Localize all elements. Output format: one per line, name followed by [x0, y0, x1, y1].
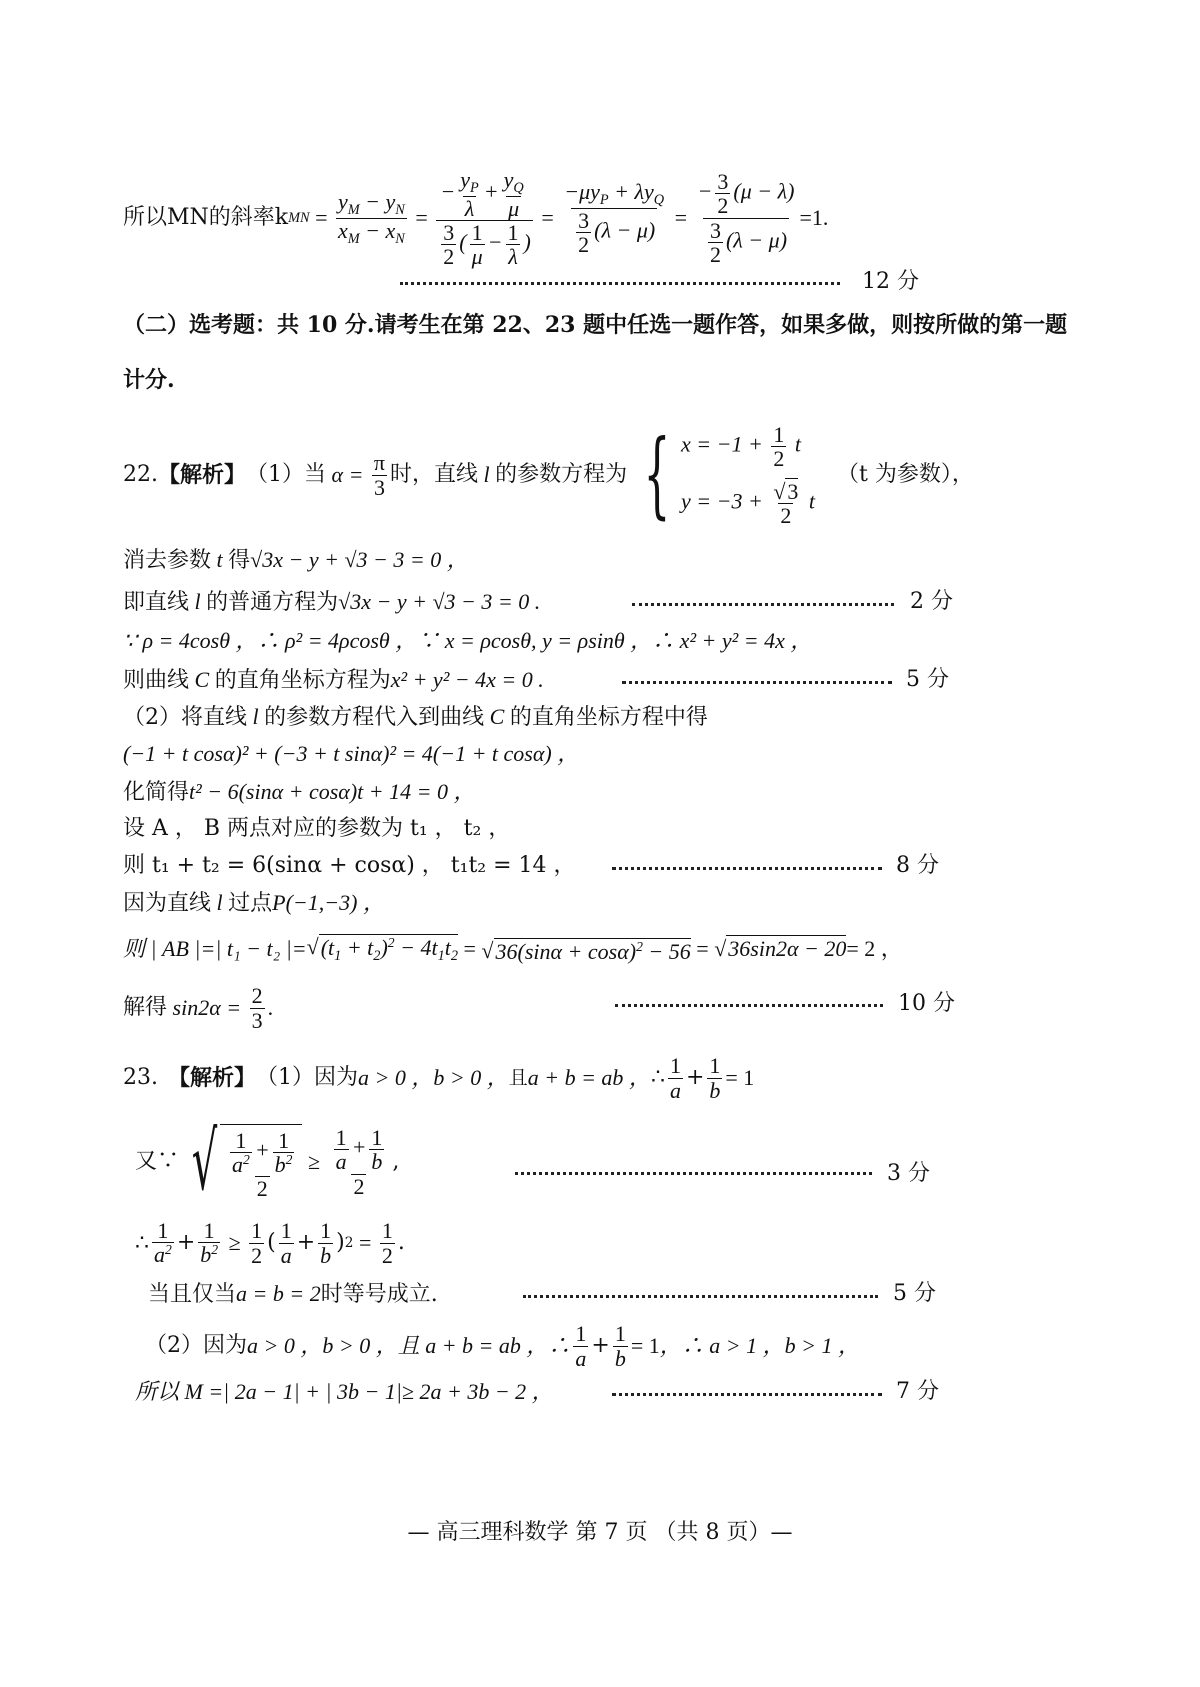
q22-tag: 【解析】 — [158, 462, 247, 488]
q22-vieta: 则 t₁ + t₂ = 6(sinα + cosα) ， t₁t₂ = 14 ， — [123, 853, 576, 878]
q22-general-eq: √3x − y + √3 − 3 = 0 . — [338, 589, 541, 614]
score-7: 7 分 — [896, 1379, 939, 1404]
q22-eliminate-label: 消去参数 — [123, 548, 212, 573]
q22-rect-line: 则曲线 C 的直角坐标方程为x² + y² − 4x = 0 . — [123, 667, 544, 693]
q22-ab-prefix: 则 | AB |=| t₁ − t₂ |= — [123, 936, 307, 961]
score-8: 8 分 — [896, 853, 939, 878]
q23-part2-intro: （2）因为 — [145, 1333, 247, 1358]
section-two-heading-cont: 计分. — [123, 367, 175, 393]
q23-part2-cond: a > 0 ，b > 0 ，且 a + b = ab ，∴ — [247, 1333, 571, 1358]
q23-number: 23. — [123, 1065, 158, 1090]
q23-m-line: 所以 M =| 2a − 1| + | 3b − 1|≥ 2a + 3b − 2 ， — [135, 1379, 554, 1404]
page-footer: — 高三理科数学 第 7 页 （共 8 页）— — [407, 1520, 793, 1545]
q23-also: 又∵ — [135, 1149, 180, 1174]
q22-part2-mid2: 的直角坐标方程中得 — [509, 705, 708, 730]
q23-and: 且 — [508, 1067, 528, 1089]
q23-cond: a > 0 ，b > 0 ， — [358, 1065, 509, 1090]
q22-substituted-eq: (−1 + t cosα)² + (−3 + t sinα)² = 4(−1 + t cosα) ， — [123, 741, 580, 766]
q22-part1-intro: （1）当 — [246, 462, 327, 487]
q23-ineq-line: 又∵ √ $\frac{1}{a^2}$ + $\frac{1}{b^2}$ 2 ≥ $\frac{1}{a}$ + $\frac{1}{b}$ 2 , — [135, 1115, 400, 1208]
q22-number: 22. — [123, 462, 158, 487]
q22-passes-prefix: 因为直线 — [123, 891, 212, 916]
q22-param-note: （t 为参数）， — [837, 462, 974, 487]
kmn-label: 所以MN的斜率k — [123, 205, 289, 230]
dotted-leader — [523, 1295, 878, 1298]
q22-part2-mid1: 的参数方程代入到曲线 — [264, 705, 485, 730]
q22-passes-line: 因为直线 l 过点P(−1,−3) ， — [123, 890, 385, 916]
q22-ab-line: 则 | AB |=| t₁ − t₂ |= $√(t_1 + t_2)^2 - 4t_1t_2$ = $√36(\sin\alpha + \cos\alpha)^2 - 56$ = √36sin2α − 20 = 2 ， — [123, 934, 903, 964]
q22-ab-result: = 2 ， — [846, 936, 903, 961]
dotted-leader — [622, 681, 892, 684]
score-10: 10 分 — [898, 991, 955, 1016]
q22-general-line: 即直线 l 的普通方程为√3x − y + √3 − 3 = 0 . — [123, 589, 541, 615]
q22-point-p: P(−1,−3) ， — [272, 890, 385, 915]
dotted-leader — [612, 1393, 882, 1396]
q23-cond2: a + b = ab ， — [527, 1065, 651, 1090]
q22-solve-line: 解得 sin2α = $\frac{2}{3}$ . — [123, 983, 274, 1033]
q22-rect-mid: 的直角坐标方程为 — [214, 668, 391, 693]
q23-therefore-line: ∴ $\frac{1}{a^2}$ + $\frac{1}{b^2}$ ≥ $\frac{1}{2}$ ( $\frac{1}{a}$ + $\frac{1}{b}$ ) 2 = $\frac{1}{2}$ . — [135, 1218, 405, 1268]
q23-equality-eq: a = b = 2 — [236, 1281, 321, 1306]
kmn-result: =1. — [799, 205, 829, 230]
dotted-leader — [515, 1172, 872, 1175]
score-5: 5 分 — [906, 667, 949, 692]
q22-part2-line: （2）将直线 l 的参数方程代入到曲线 C 的直角坐标方程中得 — [123, 704, 708, 730]
score-3: 3 分 — [887, 1161, 930, 1186]
score-12: 12 分 — [862, 269, 919, 294]
q22-eliminate-line: 消去参数 t 得√3x − y + √3 − 3 = 0 ， — [123, 547, 469, 573]
q23-part2-line: （2）因为 a > 0 ，b > 0 ，且 a + b = ab ，∴ $\frac{1}{a}$ + $\frac{1}{b}$ = 1 ，∴ a > 1 ，b > 1 ， — [145, 1321, 860, 1371]
section-two-heading: （二）选考题：共 10 分.请考生在第 22、23 题中任选一题作答，如果多做，则按所做的第一题 — [123, 312, 1068, 338]
q22-part1-line: 22. 【解析】 （1）当 α = $\frac{\pi}{3}$ 时，直线 l 的参数方程为 { x = −1 + $\frac{1}{2}$ t y = −3 + $\frac{√3}{2}$ t （t 为参数）， — [123, 420, 974, 529]
q22-simplify-line — [123, 778, 475, 807]
dotted-leader — [615, 1004, 883, 1007]
q22-polar-line: ∵ ρ = 4cosθ ，∴ ρ² = 4ρcosθ ，∵ x = ρcosθ, y = ρsinθ ，∴ x² + y² = 4x ， — [123, 628, 813, 653]
score-5: 5 分 — [893, 1281, 936, 1306]
q22-rect-prefix: 则曲线 — [123, 668, 190, 693]
q23-equality-tail: 时等号成立. — [320, 1282, 438, 1307]
q22-general-prefix: 即直线 — [123, 590, 190, 615]
q22-simplify-prefix: 化简得 — [123, 780, 190, 805]
kmn-slope-line: 所以MN的斜率k MN = $\frac{y_M - y_N}{x_M - x_N}$ = − $\frac{y_P}{\lambda}$ + $\frac{y_Q}{\mu}$ $\frac{3}{2}$ ( $\frac{1}{\mu}$ − $\frac{1}{\lambda}$ ) = $-\mu y_P + \lambda y_Q$ $\frac{3}{2}$ (λ − μ) = − $\frac{3}{2}$ (μ − λ) $\frac{3}{2}$ (λ − μ) =1. — [123, 166, 829, 270]
q23-tag: 【解析】 — [168, 1065, 257, 1091]
q22-alpha-when: 时，直线 — [390, 462, 479, 487]
q22-passes-mid: 过点 — [228, 891, 273, 916]
q22-general-mid: 的普通方程为 — [206, 590, 339, 615]
dotted-leader — [612, 867, 882, 870]
q22-eliminate-eq: √3x − y + √3 − 3 = 0 ， — [250, 547, 469, 572]
q22-get-label: 得 — [228, 548, 251, 573]
dotted-leader — [632, 603, 894, 606]
q23-equality-prefix: 当且仅当 — [148, 1282, 237, 1307]
q23-therefore: ∴ — [650, 1065, 665, 1090]
q22-set-params: 设 A ， B 两点对应的参数为 t₁ ， t₂ ， — [123, 816, 511, 841]
q22-part2-intro: （2）将直线 — [123, 705, 247, 730]
system-brace: { — [643, 420, 671, 529]
q22-param-eq-text: 的参数方程为 — [495, 462, 628, 487]
q23-equality-line — [148, 1280, 438, 1309]
q22-simplified-eq: t² − 6(sinα + cosα)t + 14 = 0 ， — [189, 779, 476, 804]
q23-part1-intro: （1）因为 — [256, 1065, 359, 1090]
q23-part2-tail: ，∴ a > 1 ，b > 1 ， — [659, 1333, 860, 1358]
q23-part1-line: 23. 【解析】 （1）因为 a > 0 ，b > 0 ， 且 a + b = ab ， ∴ $\frac{1}{a}$ + $\frac{1}{b}$ = 1 — [123, 1053, 755, 1103]
dotted-leader — [400, 282, 840, 285]
score-2: 2 分 — [910, 589, 953, 614]
q22-solve-prefix: 解得 — [123, 995, 168, 1020]
q22-rect-eq: x² + y² − 4x = 0 . — [390, 667, 544, 692]
